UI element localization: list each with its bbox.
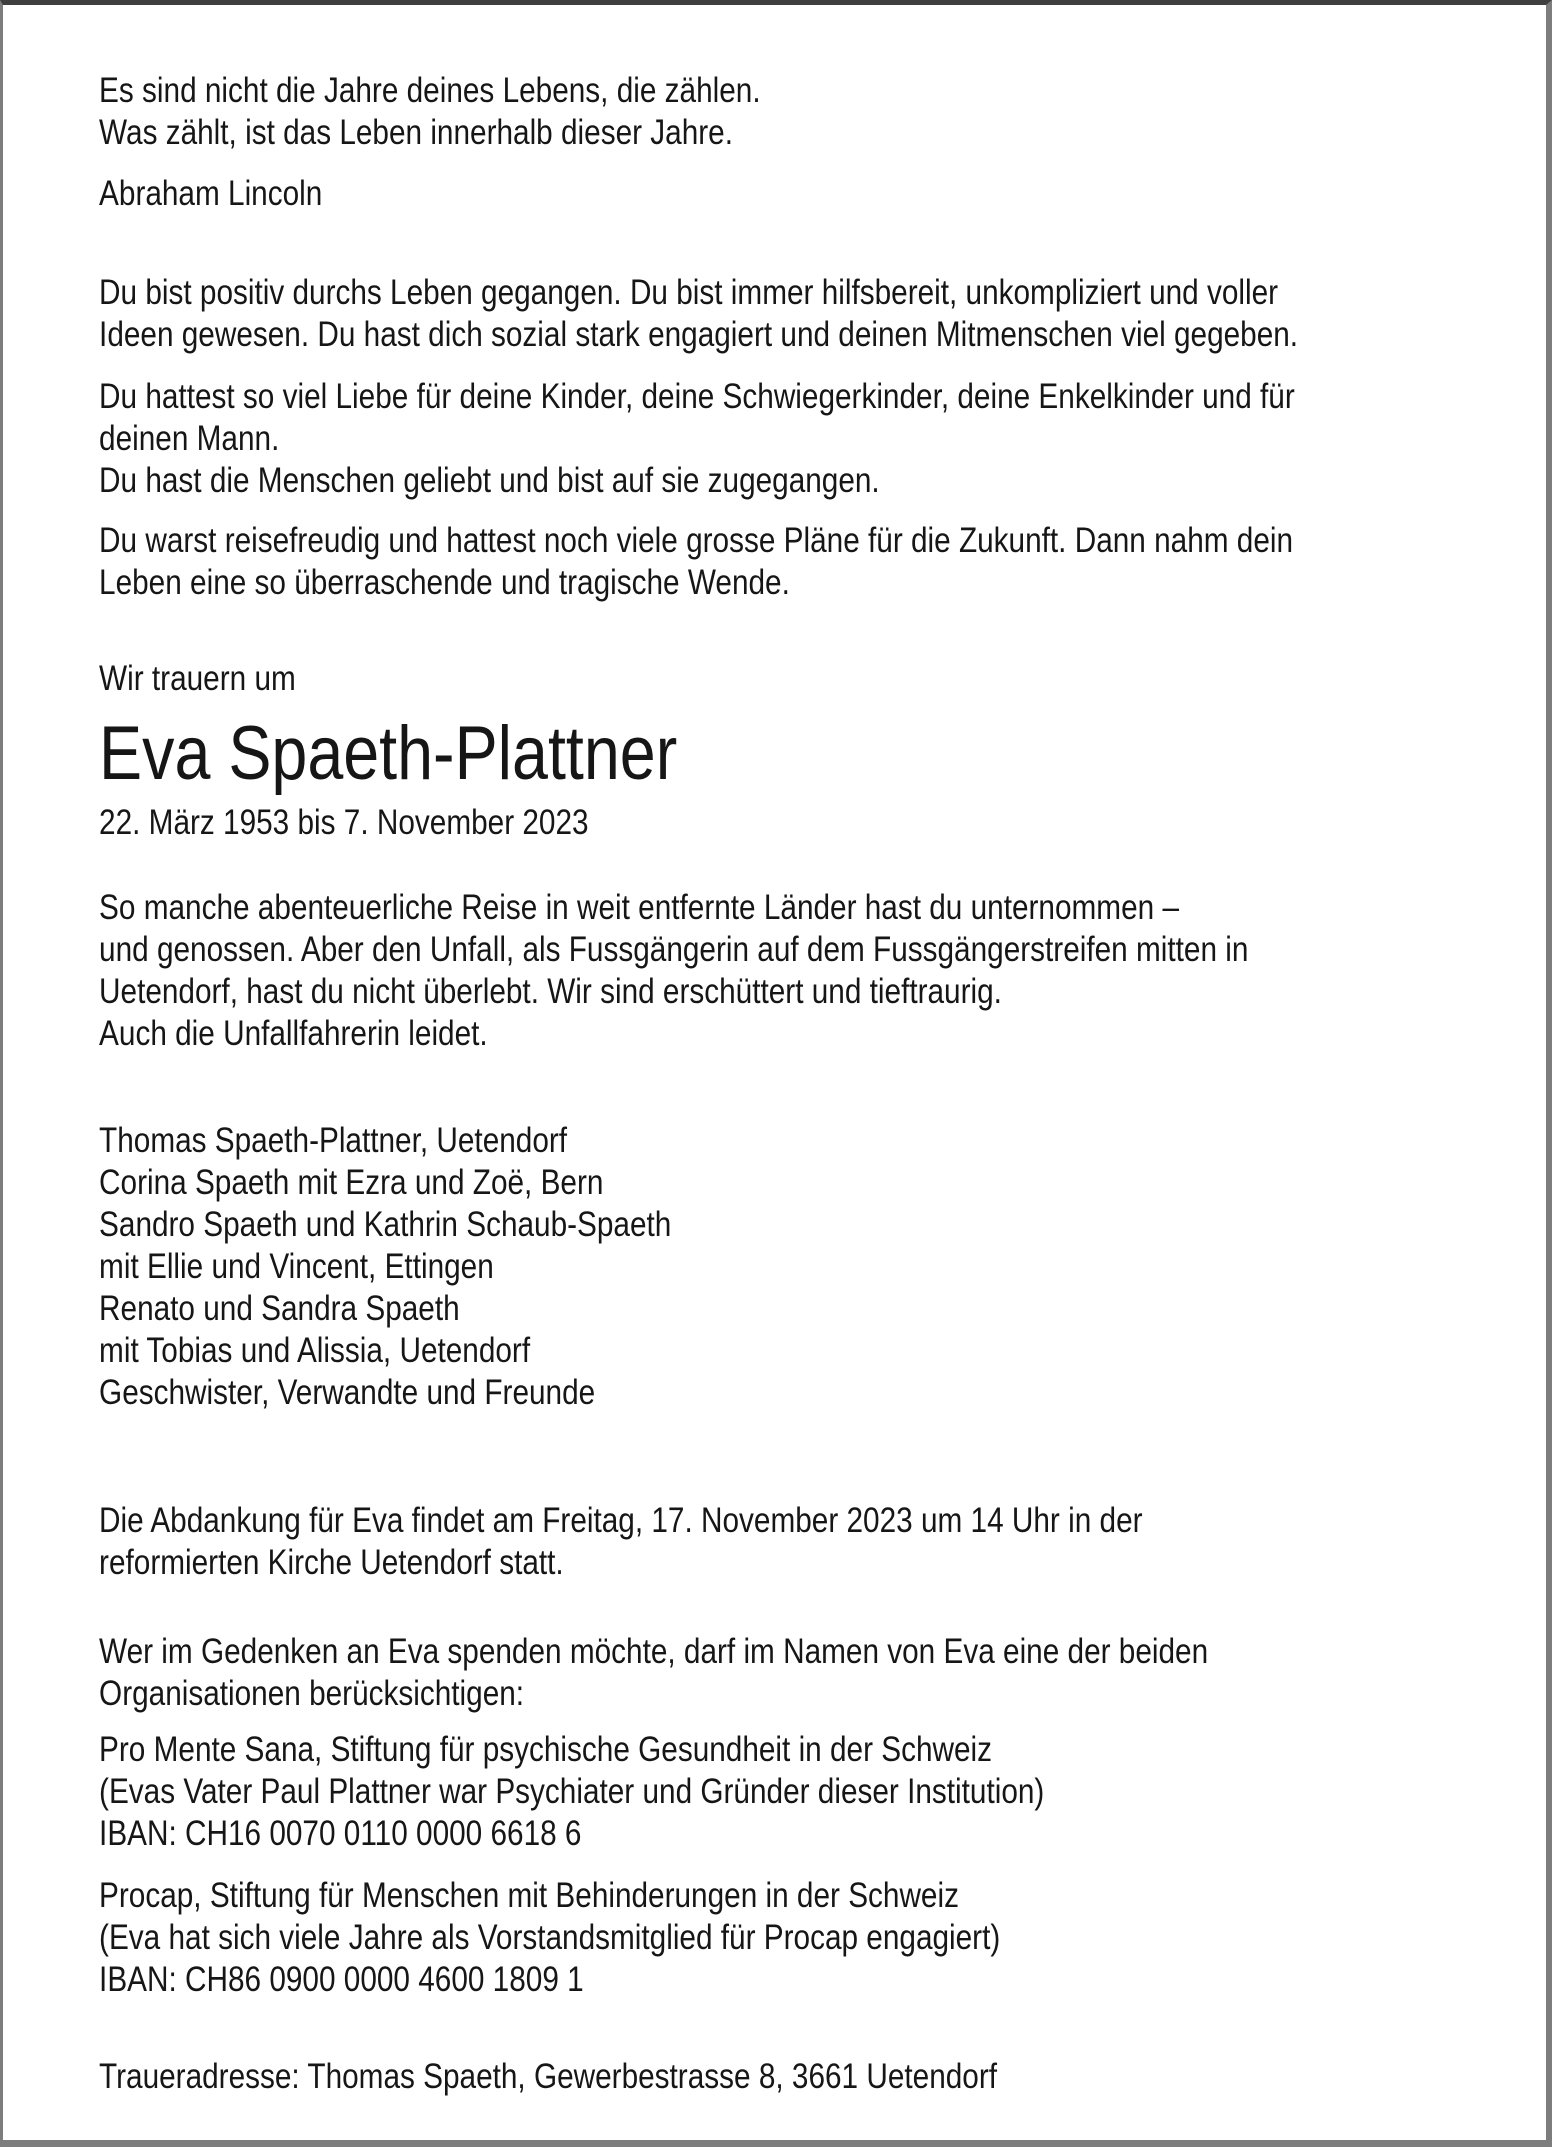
- paragraph-family-love: Du hattest so viel Liebe für deine Kinder, deine Schwiegerkinder, deine Enkelkinder und für deinen Mann. Du hast die Menschen geliebt und bist auf sie zugegangen.: [99, 377, 1295, 500]
- donation-intro: Wer im Gedenken an Eva spenden möchte, darf im Namen von Eva eine der beiden Organisationen berücksichtigen:: [99, 1632, 1209, 1713]
- paragraph-tribute-accident: So manche abenteuerliche Reise in weit entfernte Länder hast du unternommen – und genossen. Aber den Unfall, als Fussgängerin auf dem Fussgängerstreifen mitten in Uetendorf, hast du nicht überlebt. Wir sind erschüttert und tieftraurig. Auch die Unfallfahrerin leidet.: [99, 888, 1249, 1053]
- obituary-content: [3, 5, 1550, 2098]
- deceased-dates: 22. März 1953 bis 7. November 2023: [99, 803, 589, 842]
- donation-org-procap: Procap, Stiftung für Menschen mit Behinderungen in der Schweiz (Eva hat sich viele Jahre als Vorstandsmitglied für Procap engagiert) IBAN: CH86 0900 0000 4600 1809 1: [99, 1876, 1001, 1999]
- deceased-name: Eva Spaeth-Plattner: [99, 711, 678, 796]
- quote-attribution: Abraham Lincoln: [99, 174, 323, 213]
- mourners-list: Thomas Spaeth-Plattner, Uetendorf Corina Spaeth mit Ezra und Zoë, Bern Sandro Spaeth und Kathrin Schaub-Spaeth mit Ellie und Vincent, Ettingen Renato und Sandra Spaeth mit Tobias und Alissia, Uetendorf Geschwister, Verwandte und Freunde: [99, 1121, 672, 1412]
- mourning-address: Traueradresse: Thomas Spaeth, Gewerbestrasse 8, 3661 Uetendorf: [99, 2057, 998, 2096]
- paragraph-travel-plans: Du warst reisefreudig und hattest noch viele grosse Pläne für die Zukunft. Dann nahm dein Leben eine so überraschende und tragische Wende.: [99, 521, 1294, 602]
- service-info: Die Abdankung für Eva findet am Freitag, 17. November 2023 um 14 Uhr in der reformierten Kirche Uetendorf statt.: [99, 1501, 1143, 1582]
- quote-lines: Es sind nicht die Jahre deines Lebens, die zählen. Was zählt, ist das Leben innerhalb dieser Jahre.: [99, 71, 761, 152]
- paragraph-character: Du bist positiv durchs Leben gegangen. Du bist immer hilfsbereit, unkompliziert und voller Ideen gewesen. Du hast dich sozial stark engagiert und deinen Mitmenschen viel gegeben.: [99, 273, 1299, 354]
- mourning-intro: Wir trauern um: [99, 659, 296, 698]
- donation-org-pro-mente-sana: Pro Mente Sana, Stiftung für psychische Gesundheit in der Schweiz (Evas Vater Paul Plattner war Psychiater und Gründer dieser Institution) IBAN: CH16 0070 0110 0000 6618 6: [99, 1730, 1045, 1853]
